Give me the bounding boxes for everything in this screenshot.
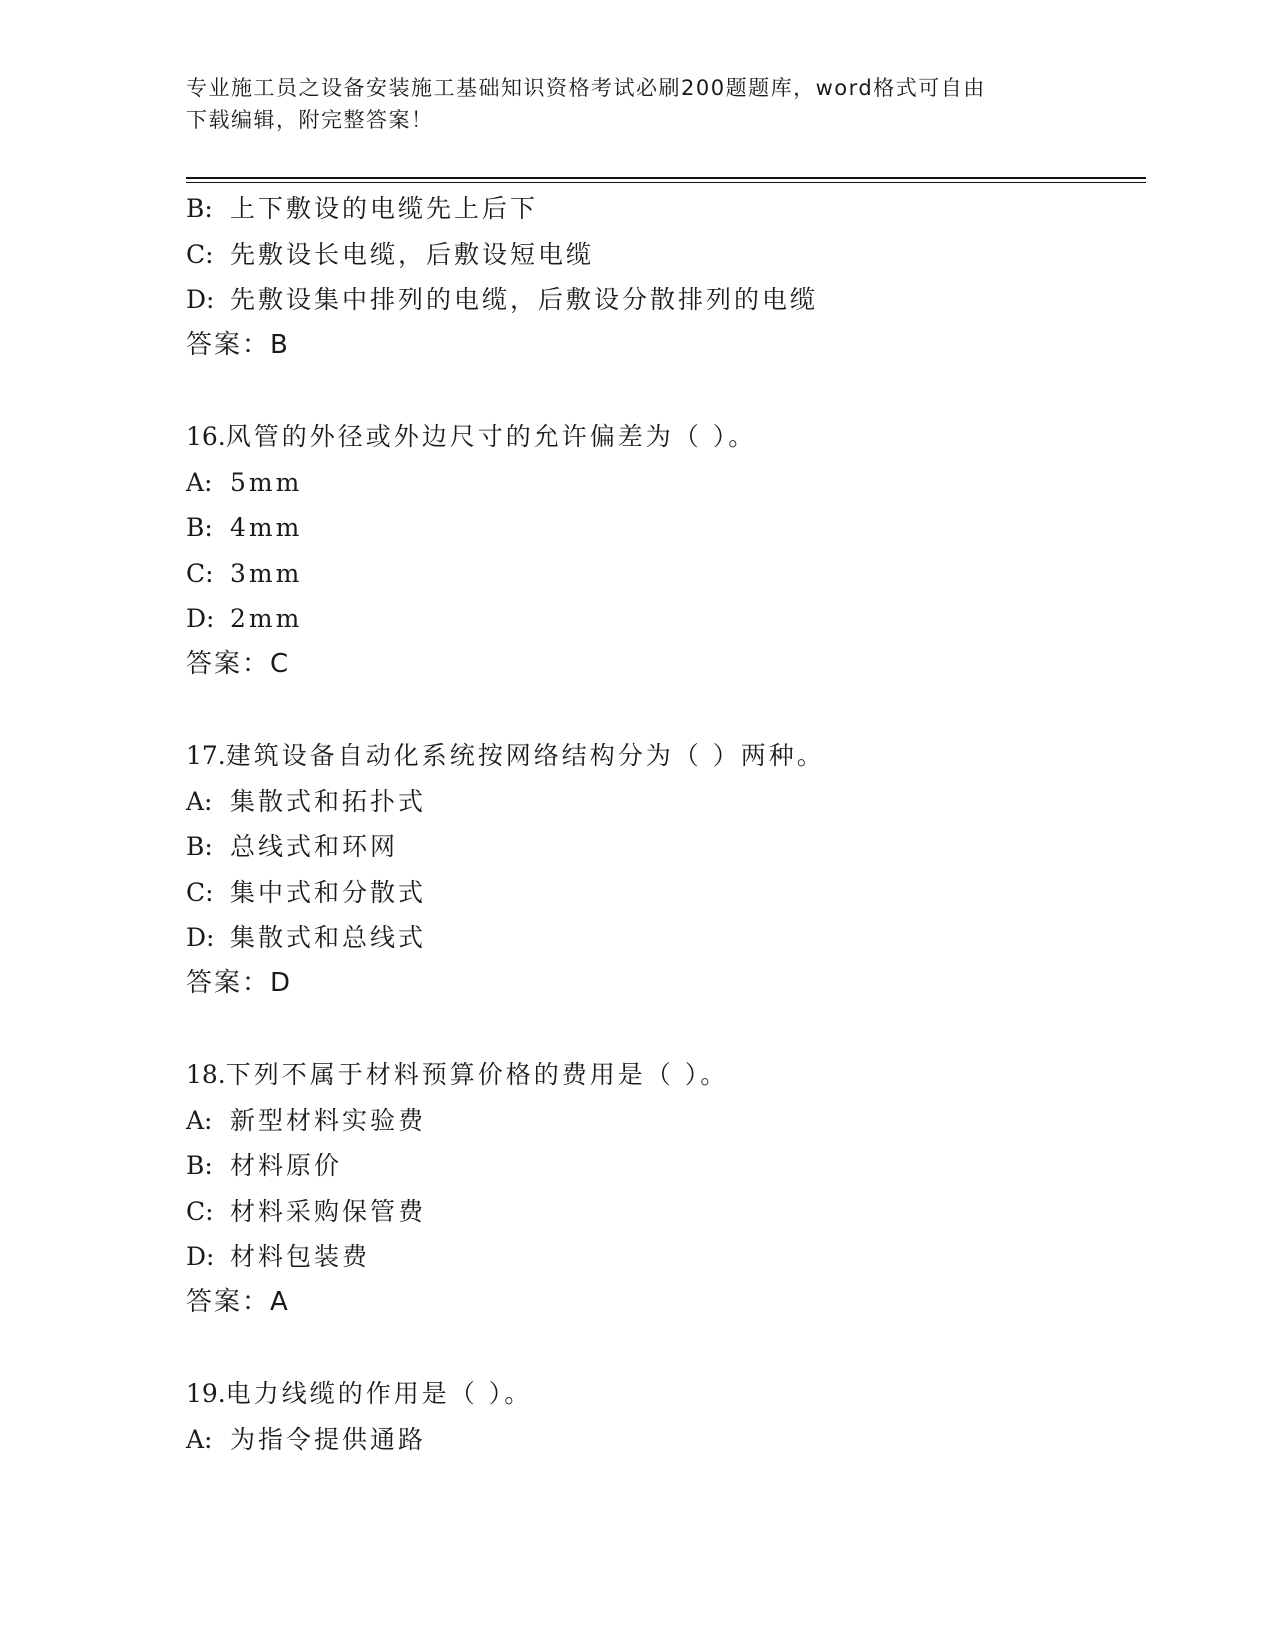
option-line: [186, 915, 1146, 961]
option-letter: B:: [186, 832, 213, 861]
option-text: 集散式和总线式: [230, 923, 427, 952]
option-line: [186, 551, 1146, 597]
option-line: [186, 824, 1146, 870]
spacer: [186, 687, 1146, 733]
option-text: 新型材料实验费: [230, 1105, 427, 1135]
option-text: 集散式和拓扑式: [230, 786, 427, 816]
question-number: 18.: [186, 1060, 226, 1089]
option-letter: A:: [186, 786, 213, 816]
option-letter: C:: [186, 877, 214, 907]
spacer: [186, 368, 1146, 414]
option-text: 先敷设集中排列的电缆，后敷设分散排列的电缆: [230, 285, 819, 314]
option-letter: B:: [186, 1151, 213, 1180]
option-text: 3mm: [230, 558, 303, 588]
question-stem: [186, 1371, 1146, 1417]
option-line: [186, 277, 1146, 323]
option-text: 材料包装费: [230, 1242, 371, 1271]
option-text: 集中式和分散式: [230, 877, 427, 907]
option-line: [186, 460, 1146, 506]
question-block-16: [186, 414, 1146, 687]
header-divider-thick: [186, 177, 1146, 179]
question-block-previous: [186, 186, 1146, 368]
option-letter: C:: [186, 239, 214, 269]
option-letter: A:: [186, 1105, 213, 1135]
option-text: 先敷设长电缆，后敷设短电缆: [230, 239, 595, 269]
option-letter: A:: [186, 1424, 213, 1454]
option-letter: D:: [186, 604, 215, 633]
option-line: [186, 1189, 1146, 1235]
option-line: [186, 870, 1146, 916]
option-line: [186, 1234, 1146, 1280]
option-text: 4mm: [230, 513, 303, 542]
answer-line: 答案：B: [186, 329, 290, 360]
question-text: 建筑设备自动化系统按网络结构分为（ ）两种。: [225, 741, 825, 770]
option-letter: C:: [186, 1196, 214, 1226]
question-list: [186, 186, 1146, 1462]
header-title-line-2: 下载编辑，附完整答案！: [186, 108, 434, 132]
question-number: 17.: [186, 741, 226, 770]
question-text: 电力线缆的作用是（ ）。: [225, 1379, 533, 1408]
option-text: 2mm: [230, 604, 303, 633]
option-text: 5mm: [230, 467, 303, 497]
option-line: [186, 505, 1146, 551]
option-text: 总线式和环网: [230, 832, 399, 861]
option-text: 为指令提供通路: [230, 1424, 427, 1454]
question-stem: [186, 414, 1146, 460]
question-number: 16.: [186, 422, 226, 451]
option-line: [186, 1098, 1146, 1144]
option-letter: D:: [186, 285, 215, 314]
question-stem: [186, 1052, 1146, 1098]
option-letter: D:: [186, 923, 215, 952]
option-letter: C:: [186, 558, 214, 588]
option-line: [186, 1417, 1146, 1463]
question-block-18: [186, 1052, 1146, 1325]
option-text: 材料原价: [230, 1151, 343, 1180]
question-block-19: [186, 1371, 1146, 1462]
answer-line: 答案：C: [186, 648, 291, 679]
document-header: [186, 72, 1066, 136]
option-line: [186, 232, 1146, 278]
option-line: [186, 779, 1146, 825]
spacer: [186, 1325, 1146, 1371]
answer-line: 答案：D: [186, 967, 293, 998]
option-text: 上下敷设的电缆先上后下: [230, 194, 539, 223]
question-text: 风管的外径或外边尺寸的允许偏差为（ ）。: [225, 422, 757, 451]
header-title-line-1: 专业施工员之设备安装施工基础知识资格考试必刷200题题库，word格式可自由: [186, 76, 986, 100]
option-letter: B:: [186, 513, 213, 542]
question-number: 19.: [186, 1379, 226, 1408]
option-letter: B:: [186, 194, 213, 223]
question-stem: [186, 733, 1146, 779]
answer-line: 答案：A: [186, 1286, 290, 1317]
option-letter: A:: [186, 467, 213, 497]
option-line: [186, 186, 1146, 232]
header-divider-thin: [186, 182, 1146, 183]
option-letter: D:: [186, 1242, 215, 1271]
option-text: 材料采购保管费: [230, 1196, 427, 1226]
spacer: [186, 1006, 1146, 1052]
question-block-17: [186, 733, 1146, 1006]
question-text: 下列不属于材料预算价格的费用是（ ）。: [225, 1060, 729, 1089]
option-line: [186, 1143, 1146, 1189]
option-line: [186, 596, 1146, 642]
